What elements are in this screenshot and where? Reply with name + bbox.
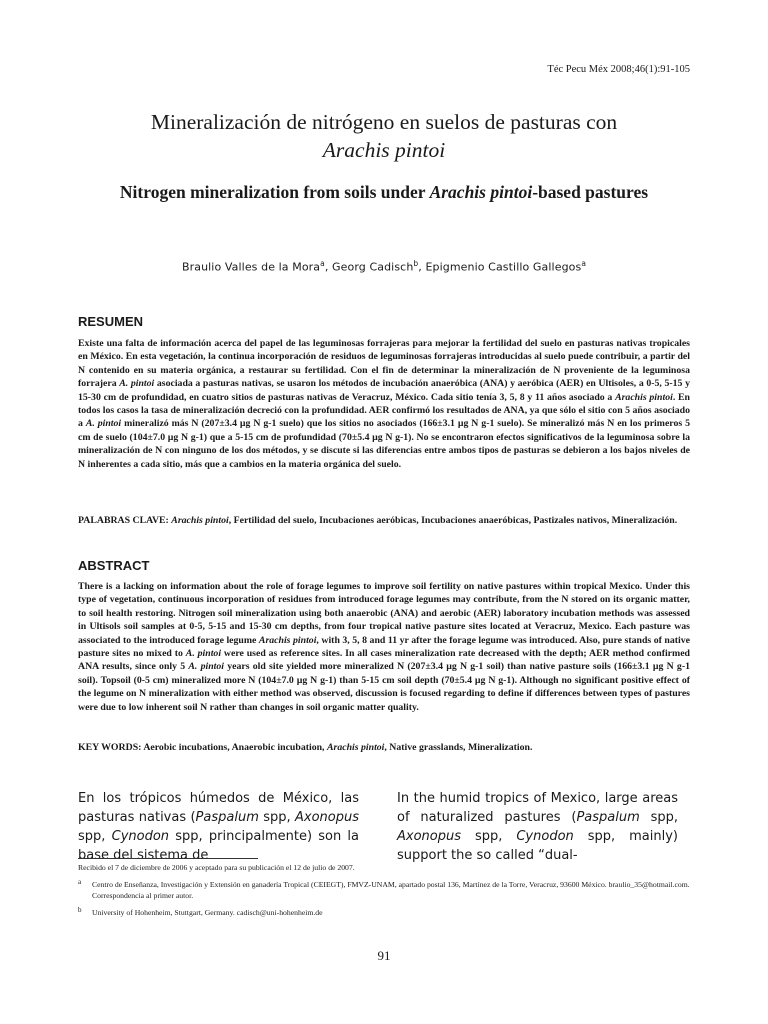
author-3-affil: a xyxy=(581,259,587,268)
author-1: Braulio Valles de la Mora xyxy=(181,260,321,274)
affiliation-b-text: University of Hohenheim, Stuttgart, Germany. cadisch@uni-hohenheim.de xyxy=(92,907,323,917)
abstract-text xyxy=(78,580,690,714)
affiliation-a xyxy=(78,879,690,902)
title-spanish-line1: Mineralización de nitrógeno en suelos de pasturas con xyxy=(150,110,618,134)
affiliation-b xyxy=(78,907,690,919)
resumen-text-part: mineralizó más N (207±3.4 µg N g-1 suelo) que los sitios no asociados (166±3.1 µg N g-1 suelo). Se mineralizó más N en los primeros 5 cm de suelo (104±7.0 µg N g-1) que a 5-15 cm de profundidad (70±5.4 µg N g-1). No se encontraron efectos significativos de la leguminosa sobre la mineralización de N con ninguno de los dos métodos, y se discute si las diferencias entre ambos tipos de pasturas se debieron a los bajos niveles de N inherentes a cada sitio, más que a cambios en la materia orgánica del suelo. xyxy=(78,418,690,470)
affiliation-a-text: Centro de Enseñanza, Investigación y Extensión en ganadería Tropical (CEIEGT), FMVZ-UNAM, apartado postal 136, Martínez de la Torre, Veracruz, 93600 México. braulio_35@hotmail.com. Correspondencia al primer autor. xyxy=(92,879,690,900)
key-words-terms: Aerobic incubations, Anaerobic incubation, xyxy=(143,742,327,753)
body-text: spp, principalmente) son la base del sistema de xyxy=(78,829,359,863)
body-text: In the humid tropics of Mexico, large areas of naturalized pastures ( xyxy=(397,791,678,825)
affiliation-b-mark: b xyxy=(78,905,82,914)
body-text: spp, xyxy=(258,810,295,825)
body-species: Paspalum xyxy=(195,810,259,825)
body-species: Paspalum xyxy=(576,810,640,825)
abstract-text-part: , with 3, 5, 8 and 11 yr after the forage legume was introduced. Also, pure stands of native pasture sites no mixed to xyxy=(78,634,691,660)
resumen-species: A. pintoi xyxy=(85,418,122,430)
title-english-part1: Nitrogen mineralization from soils under xyxy=(119,182,430,202)
footnotes xyxy=(78,862,690,918)
abstract-species: Arachis pintoi xyxy=(258,634,317,646)
title-spanish-line2 xyxy=(80,136,688,164)
page-number: 91 xyxy=(377,948,391,963)
resumen-text-part: . En todos los casos la tasa de mineralización decreció con la profundidad. AER confirmó los resultados de ANA, ya que sólo el sitio con 5 años asociado a xyxy=(78,391,690,430)
abstract-species: A. pintoi xyxy=(188,661,224,673)
abstract-heading: ABSTRACT xyxy=(78,558,150,573)
author-2: Georg Cadisch xyxy=(332,260,414,274)
author-1-affil: a xyxy=(320,259,325,268)
body-column-right xyxy=(397,789,678,865)
title-english-part2: -based pastures xyxy=(532,182,649,202)
palabras-clave-terms: , Fertilidad del suelo, Incubaciones aeróbicas, Incubaciones anaeróbicas, Pastizales nativos, Mineralización. xyxy=(228,515,678,526)
title-spanish xyxy=(80,108,688,164)
author-list: Braulio Valles de la Mora$^a$, Georg Cadisch$^b$, Epigmenio Castillo Gallegos$^a$ xyxy=(181,259,587,274)
key-words xyxy=(78,741,690,754)
body-text: spp, xyxy=(461,829,517,844)
body-text: spp, xyxy=(639,810,678,825)
resumen-text-part: Existe una falta de información acerca del papel de las leguminosas forrajeras para mejorar la fertilidad del suelo en pasturas nativas tropicales en México. En esta vegetación, la continua incorporación de residuos de leguminosas forrajeras introducidas al suelo puede contribuir, a partir del N contenido en su materia orgánica, a restaurar su fertilidad. Con el fin de determinar la mineralización de N proveniente de la leguminosa forrajera xyxy=(78,338,690,390)
body-species: Cynodon xyxy=(516,829,574,844)
key-words-species: Arachis pintoi xyxy=(326,742,385,753)
body-text: spp, xyxy=(78,829,112,844)
body-species: Axonopus xyxy=(397,829,461,844)
body-species: Cynodon xyxy=(111,829,170,844)
footnote-divider xyxy=(78,858,258,859)
palabras-clave-label: PALABRAS CLAVE: xyxy=(78,515,172,526)
body-column-left xyxy=(78,789,359,865)
abstract-text-part: years old site yielded more mineralized N (207±3.4 µg N g-1 soil) than native pasture soils (166±3.1 µg N g-1 soil). Topsoil (0-5 cm) mineralized more N (104±7.0 µg N g-1) than 5-15 cm soil depth (70±5.4 µg N g-1). Although no significant positive effect of the legume on N mineralization with either method was observed, discussion is focused regarding to define if differences between types of pastures were due to low inherent soil N rather than changes in soil organic matter quality. xyxy=(78,661,690,713)
title-english-species: Arachis pintoi xyxy=(429,182,533,202)
abstract-text-part: were used as reference sites. In all cases mineralization rate decreased with the depth; AER method confirmed ANA results, since only 5 xyxy=(78,648,690,673)
body-text: En los trópicos húmedos de México, las pasturas nativas ( xyxy=(78,791,359,825)
abstract-species: A. pintoi xyxy=(185,648,222,660)
abstract-text-part: There is a lacking on information about the role of forage legumes to improve soil fertility on native pastures within tropical Mexico. Under this type of vegetation, continuous incorporation of residues from introduced forage legumes may contribute, from the N stored on its organic matter, to soil health restoring. Nitrogen soil mineralization using both anaerobic (ANA) and aerobic (AER) laboratory incubation methods was assessed in Ultisols soil samples at 0-5, 5-15 and 15-30 cm depths, from four tropical native pasture sites located at Veracruz, Mexico. Each pasture was associated to the introduced forage legume xyxy=(78,581,690,646)
resumen-text-part: asociada a pasturas nativas, se usaron los métodos de incubación anaeróbica (ANA) y aeróbica (AER) en Ultisoles, a 0-5, 5-15 y 15-30 cm de profundidad, en cuatro sitios de pasturas nativas de Veracruz, México. Cada sitio tenía 3, 5, 8 y 11 años asociado a xyxy=(78,378,690,403)
palabras-clave-species: Arachis pintoi xyxy=(171,515,229,526)
body-species: Axonopus xyxy=(294,810,359,825)
resumen-heading: RESUMEN xyxy=(78,314,144,329)
affiliation-a-mark: a xyxy=(78,877,82,886)
palabras-clave xyxy=(78,514,690,527)
title-english xyxy=(80,180,688,204)
resumen-species: A. pintoi xyxy=(119,378,155,390)
journal-reference: Téc Pecu Méx 2008;46(1):91-105 xyxy=(547,64,690,75)
key-words-terms: , Native grasslands, Mineralization. xyxy=(384,742,533,753)
author-3: Epigmenio Castillo Gallegos xyxy=(425,260,582,274)
received-note: Recibido el 7 de diciembre de 2006 y aceptado para su publicación el 12 de julio de 2007. xyxy=(78,863,355,872)
resumen-text xyxy=(78,337,690,471)
resumen-species: Arachis pintoi xyxy=(615,391,673,403)
key-words-label: KEY WORDS: xyxy=(78,742,144,753)
title-spanish-species: Arachis pintoi xyxy=(322,138,446,162)
author-2-affil: b xyxy=(413,259,419,268)
body-text: spp, mainly) support the so called “dual- xyxy=(397,829,678,863)
